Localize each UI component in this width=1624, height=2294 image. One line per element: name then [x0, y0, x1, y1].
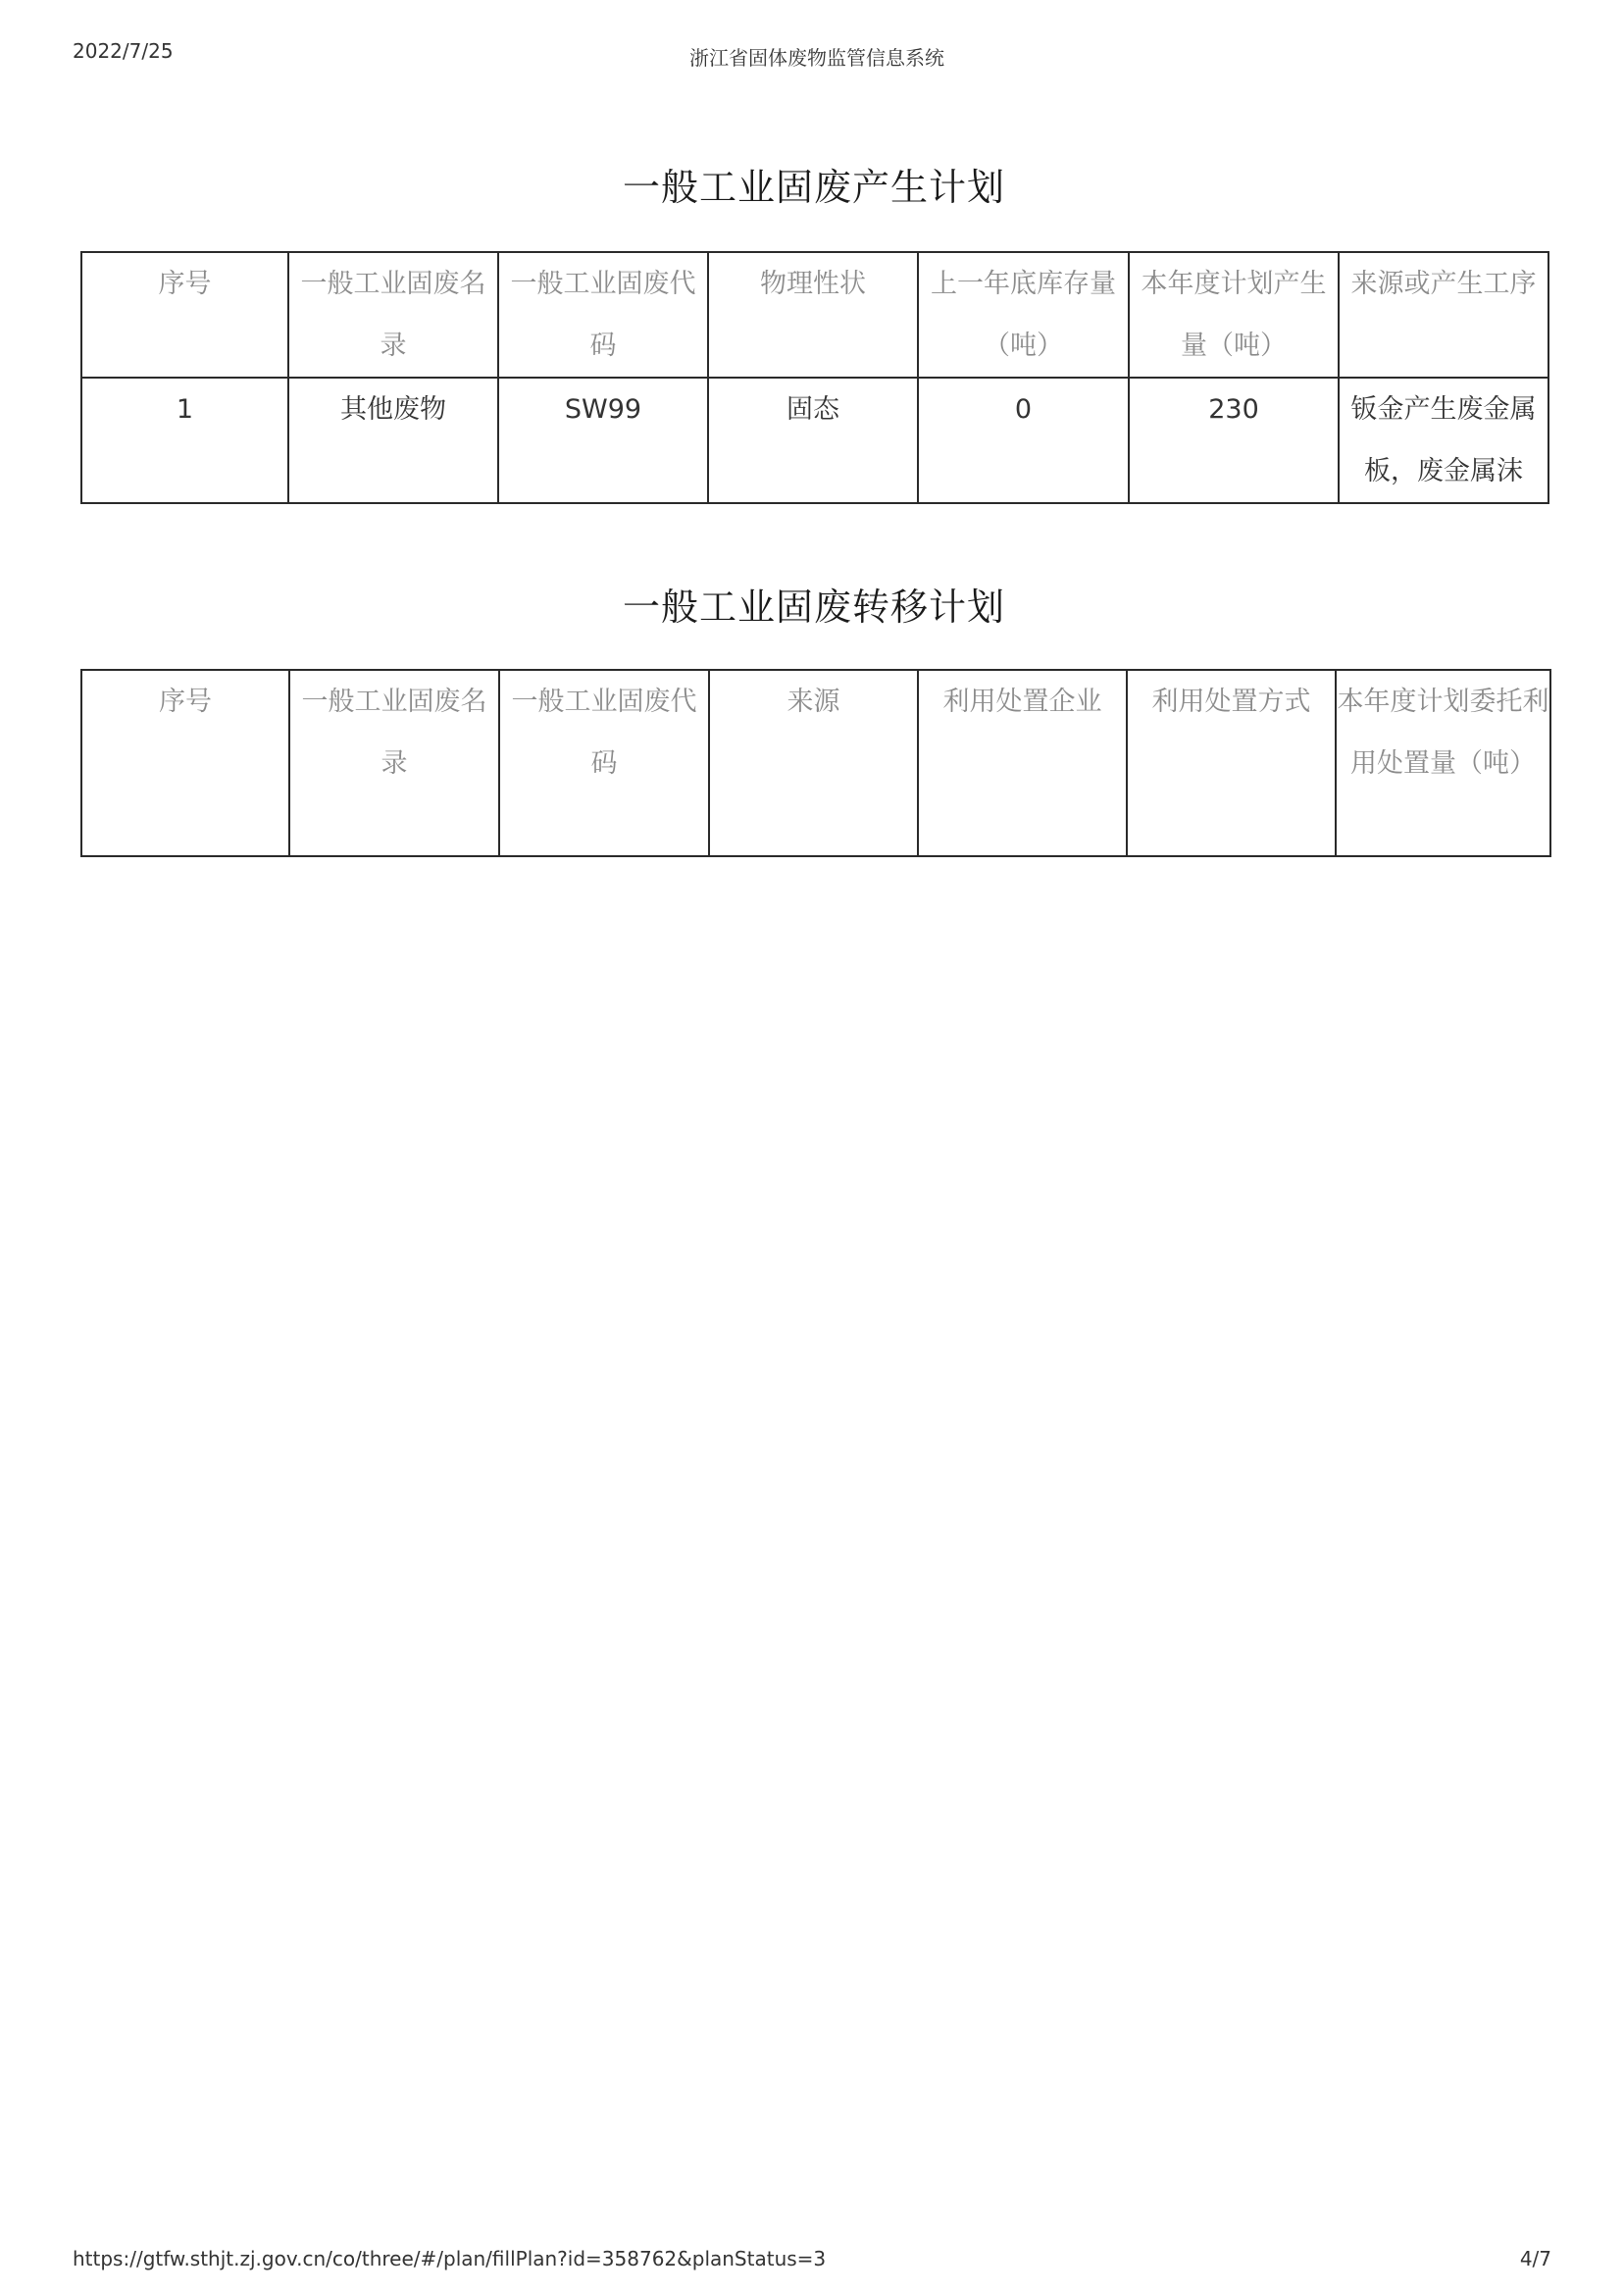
header-planned-disposal-amount: 本年度计划委托利用处置量（吨） [1336, 670, 1550, 856]
header-index: 序号 [81, 670, 289, 856]
page-url: https://gtfw.sthjt.zj.gov.cn/co/three/#/plan/fillPlan?id=358762&planStatus=3 [73, 2247, 827, 2270]
header-index: 序号 [81, 252, 288, 378]
transfer-plan-title: 一般工业固废转移计划 [622, 586, 1005, 629]
cell-last-year-stock: 0 [918, 378, 1129, 503]
header-last-year-stock: 上一年底库存量（吨） [918, 252, 1129, 378]
header-planned-output: 本年度计划产生量（吨） [1129, 252, 1339, 378]
cell-planned-output: 230 [1129, 378, 1339, 503]
header-waste-code: 一般工业固废代码 [498, 252, 708, 378]
table-row [81, 378, 1548, 503]
production-plan-table [80, 251, 1549, 504]
header-waste-name: 一般工业固废名录 [288, 252, 498, 378]
header-disposal-method: 利用处置方式 [1127, 670, 1336, 856]
header-waste-name: 一般工业固废名录 [289, 670, 499, 856]
cell-waste-code: SW99 [498, 378, 708, 503]
production-header-row [81, 252, 1548, 378]
cell-index: 1 [81, 378, 288, 503]
system-name: 浙江省固体废物监管信息系统 [689, 46, 944, 70]
cell-source-process: 钣金产生废金属板，废金属沫 [1339, 378, 1548, 503]
header-disposal-company: 利用处置企业 [918, 670, 1127, 856]
transfer-plan-table [80, 669, 1551, 857]
page-number: 4/7 [1519, 2247, 1551, 2270]
header-physical-state: 物理性状 [708, 252, 918, 378]
cell-waste-name: 其他废物 [288, 378, 498, 503]
print-date: 2022/7/25 [73, 39, 174, 63]
production-plan-title: 一般工业固废产生计划 [622, 166, 1005, 209]
header-waste-code: 一般工业固废代码 [499, 670, 709, 856]
header-source-process: 来源或产生工序 [1339, 252, 1548, 378]
header-source: 来源 [709, 670, 918, 856]
transfer-header-row [81, 670, 1550, 856]
cell-physical-state: 固态 [708, 378, 918, 503]
